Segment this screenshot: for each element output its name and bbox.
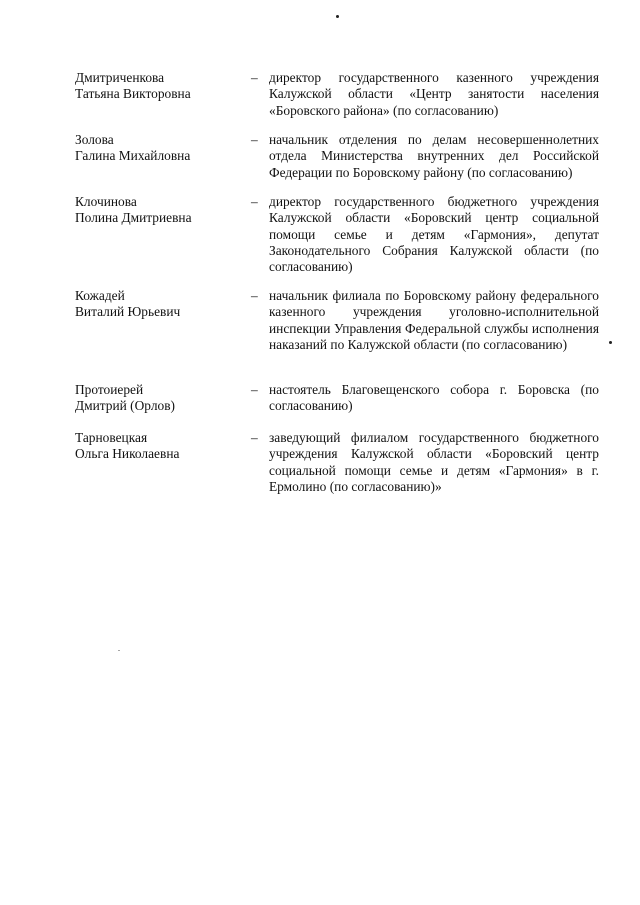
separator-dash: – xyxy=(251,382,258,397)
member-role: директор государственного бюджетного учреждения Калужской области «Боровский центр социальной помощи семье и детям «Гармония», депутат Законодательного Собрания Калужской области (по согласованию) xyxy=(269,194,599,275)
member-name xyxy=(75,288,245,321)
member-given-names: Татьяна Викторовна xyxy=(75,86,191,102)
member-given-names: Полина Дмитриевна xyxy=(75,210,192,226)
member-role: заведующий филиалом государственного бюджетного учреждения Калужской области «Боровский центр социальной помощи семье и детям «Гармония» в г. Ермолино (по согласованию)» xyxy=(269,430,599,494)
scan-speck-left xyxy=(118,650,120,651)
separator-dash: – xyxy=(251,70,258,85)
separator-dash: – xyxy=(251,288,258,303)
scan-speck-right xyxy=(609,341,612,344)
member-role: начальник филиала по Боровскому району федерального казенного учреждения уголовно-исполнительной инспекции Управления Федеральной службы исполнения наказаний по Калужской области (по согласованию) xyxy=(269,288,599,352)
member-name xyxy=(75,194,245,227)
member-surname: Тарновецкая xyxy=(75,430,148,445)
member-role: начальник отделения по делам несовершеннолетних отдела Министерства внутренних дел Российской Федерации по Боровскому району (по согласованию) xyxy=(269,132,599,180)
member-surname: Протоиерей xyxy=(75,382,144,397)
member-name xyxy=(75,70,245,103)
member-name xyxy=(75,430,245,463)
member-role: настоятель Благовещенского собора г. Боровска (по согласованию) xyxy=(269,382,599,414)
member-given-names: Дмитрий (Орлов) xyxy=(75,398,175,414)
member-surname: Кожадей xyxy=(75,288,125,303)
member-role: директор государственного казенного учреждения Калужской области «Центр занятости населения «Боровского района» (по согласованию) xyxy=(269,70,599,118)
separator-dash: – xyxy=(251,430,258,445)
member-surname: Дмитриченкова xyxy=(75,70,165,85)
member-given-names: Галина Михайловна xyxy=(75,148,191,164)
scan-speck-top xyxy=(336,15,339,18)
member-name xyxy=(75,382,245,415)
member-given-names: Ольга Николаевна xyxy=(75,446,180,462)
member-given-names: Виталий Юрьевич xyxy=(75,304,181,320)
member-name xyxy=(75,132,245,165)
separator-dash: – xyxy=(251,194,258,209)
member-surname: Золова xyxy=(75,132,114,147)
separator-dash: – xyxy=(251,132,258,147)
member-surname: Клочинова xyxy=(75,194,137,209)
